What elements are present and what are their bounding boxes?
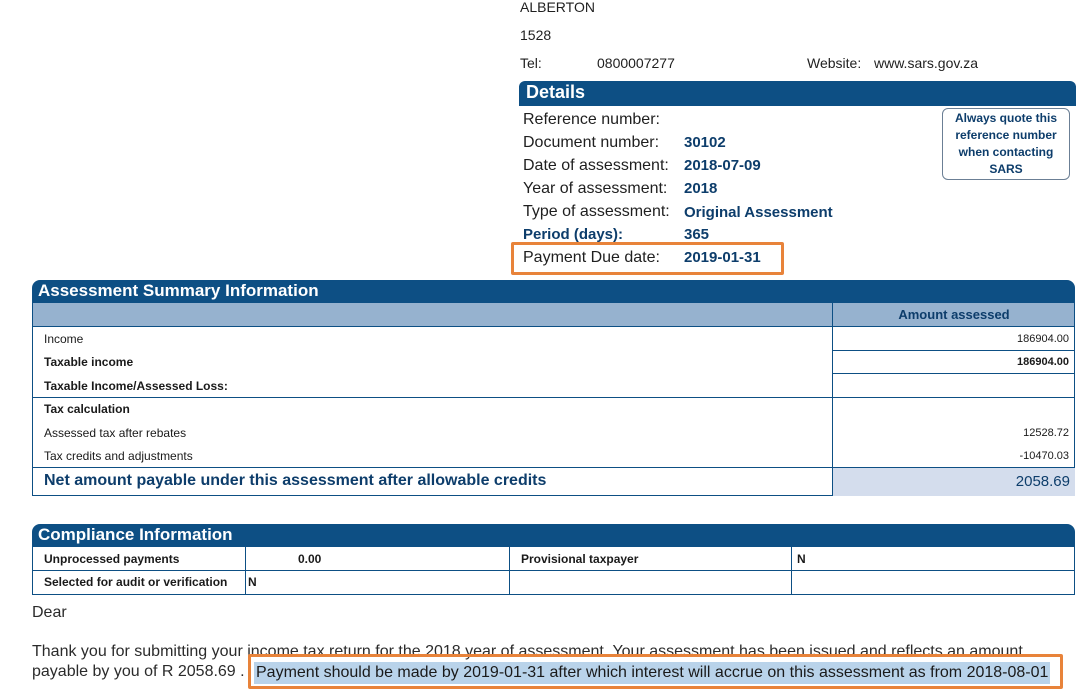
compliance-header: Compliance Information	[32, 524, 1075, 546]
net-amount-value: 2058.69	[1015, 473, 1070, 490]
tax-calculation-label: Tax calculation	[44, 402, 130, 416]
payment-deadline-sentence: Payment should be made by 2019-01-31 after which interest will accrue on this assessment as from 2018-08-01	[254, 662, 1050, 684]
compliance-col-3	[791, 546, 792, 595]
summary-rule-taxable	[832, 373, 1075, 374]
type-value: Original Assessment	[684, 204, 833, 221]
date-label: Date of assessment:	[523, 157, 669, 174]
audit-selection-label: Selected for audit or verification	[44, 575, 228, 589]
unprocessed-payments-label: Unprocessed payments	[44, 552, 180, 566]
summary-rule-section	[32, 397, 1075, 398]
audit-selection-value: N	[248, 575, 257, 589]
due-date-value: 2019-01-31	[684, 249, 761, 266]
amount-assessed-header: Amount assessed	[832, 302, 1075, 327]
provisional-taxpayer-value: N	[797, 552, 806, 566]
taxable-income-value: 186904.00	[1017, 356, 1069, 368]
unprocessed-payments-value: 0.00	[298, 552, 322, 566]
income-value: 186904.00	[1017, 333, 1069, 345]
due-date-label: Payment Due date:	[523, 249, 660, 266]
website-label: Website:	[807, 55, 862, 71]
provisional-taxpayer-label: Provisional taxpayer	[521, 552, 639, 566]
reference-label: Reference number:	[523, 111, 660, 128]
tax-credits-label: Tax credits and adjustments	[44, 449, 193, 463]
tel-label: Tel:	[520, 55, 542, 71]
details-divider	[519, 104, 1076, 106]
date-value: 2018-07-09	[684, 157, 761, 174]
year-value: 2018	[684, 180, 718, 197]
year-label: Year of assessment:	[523, 180, 668, 197]
website-link[interactable]: www.sars.gov.za	[874, 55, 978, 71]
document-value: 30102	[684, 134, 726, 151]
letter-line-1: Thank you for submitting your income tax return for the 2018 year of assessment. Your assessment has been issued and reflects an amount	[32, 643, 1023, 660]
income-label: Income	[44, 332, 84, 346]
address-city: ALBERTON	[520, 0, 595, 15]
address-postal-code: 1528	[520, 27, 552, 43]
taxable-income-label: Taxable income	[44, 355, 134, 369]
letter-line-2-prefix: payable by you of R 2058.69 .	[32, 663, 245, 680]
payment-deadline-highlight	[248, 654, 1063, 689]
summary-rule-income	[832, 350, 1075, 351]
compliance-col-1	[245, 546, 246, 595]
type-label: Type of assessment:	[523, 203, 670, 220]
after-rebates-label: Assessed tax after rebates	[44, 426, 187, 440]
after-rebates-value: 12528.72	[1023, 427, 1069, 439]
due-date-highlight	[511, 242, 784, 275]
document-label: Document number:	[523, 134, 660, 151]
letter-greeting: Dear	[32, 604, 67, 621]
period-label: Period (days):	[523, 226, 624, 243]
details-header: Details	[519, 81, 1076, 104]
compliance-col-2	[509, 546, 510, 595]
tel-value: 0800007277	[597, 55, 675, 71]
assessed-loss-label: Taxable Income/Assessed Loss:	[44, 379, 228, 393]
quote-reference-note: Always quote this reference number when contacting SARS	[942, 108, 1070, 180]
compliance-row-divider	[32, 570, 1075, 571]
period-value: 365	[684, 226, 710, 243]
net-amount-label: Net amount payable under this assessment after allowable credits	[44, 472, 547, 489]
summary-header: Assessment Summary Information	[32, 280, 1075, 302]
tax-credits-value: -10470.03	[1019, 450, 1069, 462]
